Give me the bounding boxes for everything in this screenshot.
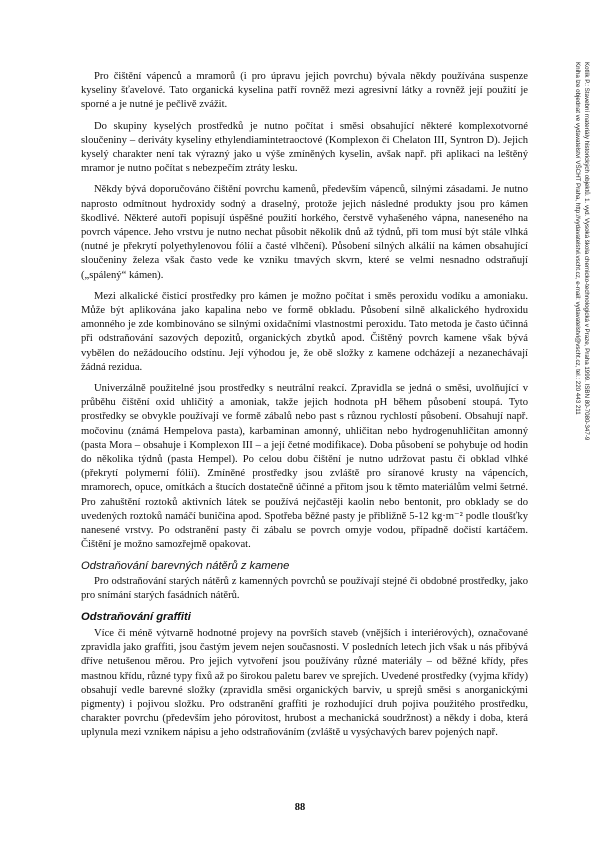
paragraph-peroxide-ammonia: Mezi alkalické čisticí prostředky pro kámen je možno počítat i směs peroxidu vodíku a amoniaku. Může být aplikována jako kapalina nebo ve formě obkladu. Působení silně alkalického hydroxidu amonného je zde kombinováno se silnými oxidačními vlastnostmi peroxidu. Tato metoda je často účinná při odstraňování sazových depozitů, organických zbytků apod. Čištěný povrch kamene však bývá vybělen do nežádoucího odstínu. Její výhodou je, že obě složky z kamene odcházejí a nezanechávají žádná rezidua. [81,290,528,373]
paragraph-paint-removal: Pro odstraňování starých nátěrů z kamenných povrchů se používají stejné či obdobné prostředky, jako pro snímání starých fasádních nátěrů. [81,575,528,601]
paragraph-graffiti: Více či méně výtvarně hodnotné projevy na površích staveb (vnějších i interiérových), označované zpravidla jako graffiti, jsou častým jevem nejen současnosti. V posledních letech jich však u nás přibývá dříve netušenou měrou. Pro jejich vytvoření jsou používány různé materiály – od běžné křídy, přes mastnou křídu, různé typy fixů až po širokou paletu barev ve sprejích. Uvedené prostředky (vyjma křídy) obsahují vedle barevné složky (zpravidla směsi organických barviv, u sprejů směsi s anorganickými pigmenty) i pojivou složku. Pro odstranění graffiti je rozhodující druh pojiva použitého prostředku, charakter povrchu (především jeho pórovitost, hrubost a mechanická soudržnost) a někdy i doba, která uplynula mezi vznikem nápisu a jeho odstraňováním (zvláště u vysýchavých barev pojených např. [81,627,528,739]
ordering-info-line: Kniha lze objednat ve vydavatelství VŠCHT Praha, http://vydavatelstvi.vscht.cz, e-mail: vydavatelstvi@vscht.cz, tel.: 220 443 211 [574,62,582,415]
paragraph-strong-alkalis: Někdy bývá doporučováno čištění povrchu kamenů, především vápenců, silnými zásadami. Je nutno naprosto odmítnout hydroxidy sodný a draselný, protože jejich následné produkty jsou pro kámen škodlivé. Některé autoři popisují úspěšné použití horkého, čerstvě vyhašeného vápna, naneseného na povrch vápence. Jeho vrstvu je nutno nechat působit několik dnů až týdnů, při tom musí být stále vlhká (nutné je překrytí polyethylenovou fólií a časté vlhčení). Působení silných alkálií na kámen obsahující sloučeniny železa však často vede ke vzniku tmavých skvrn, které se velmi nesnadno odstraňují („spálený“ kámen). [81,184,528,281]
heading-paint-removal: Odstraňování barevných nátěrů z kamene [81,559,290,572]
page-number: 88 [294,802,306,813]
citation-line: Kotlík P.: Stavební materiály historických objektů. 1. vyd. Vysoká škola chemicko-technologická v Praze, Praha 1999. ISBN 80-7080-347-9 [583,62,590,441]
side-citation [574,62,590,662]
paragraph-oxalic-acid: Pro čištění vápenců a mramorů (i pro úpravu jejich povrchu) bývala někdy používána suspenze kyseliny šťavelové. Tato organická kyselina patří rovněž mezi agresivní látky a rovněž její použití je sporné a je nutné je pečlivě zvážit. [81,71,528,111]
paragraph-neutral-agents: Univerzálně použitelné jsou prostředky s neutrální reakcí. Zpravidla se jedná o směsi, uvolňující v průběhu čištění oxid uhličitý a amoniak, takže jejich hodnota pH během působení stoupá. Tyto prostředky se obvykle používají ve formě zábalů nebo past s různou rychlostí působení. Obsahují např. močovinu (známá Hempelova pasta), karbaminan amonný, uhličitan nebo hydrogenuhličitan amonný (pasta Mora – obsahuje i Komplexon III – a její četné modifikace). Doba působení se pohybuje od hodin do několika týdnů (pasta Hempel). Po celou dobu čištění je nutno udržovat pastu či obklad vlhké (překrytí polymerní fólií). Zmíněné prostředky jsou zvláště pro síranové krusty na vápencích, mramorech, opuce, omítkách a štucích dostatečně účinné a přitom jsou k těmto materiálům velmi šetrné. Pro zahuštění roztoků aktivních látek se používá nejčastěji kaolin nebo bentonit, pro obklady se do uvedených roztoků namáčí buničina apod. Spotřeba běžné pasty je přibližně 5-12 kg·m⁻² podle tloušťky nanesené vrstvy. Po odstranění pasty či zábalu se povrch omyje vodou, případně dočistí kartáčem. Čištění je možno samozřejmě opakovat. [81,383,528,551]
page-body [81,70,528,748]
paragraph-complexing-agents: Do skupiny kyselých prostředků je nutno počítat i směsi obsahující některé komplexotvorné sloučeniny – deriváty kyseliny ethylendiamintetraoctové (Komplexon či Chelaton III, Syntron D). Jejich kyselý charakter není tak výrazný jako u výše zmíněných kyselin, avšak např. při aplikaci na leštěný mramor je nutno počítat s nebezpečím ztráty lesku. [81,120,528,175]
heading-graffiti-removal: Odstraňování graffiti [81,610,191,623]
